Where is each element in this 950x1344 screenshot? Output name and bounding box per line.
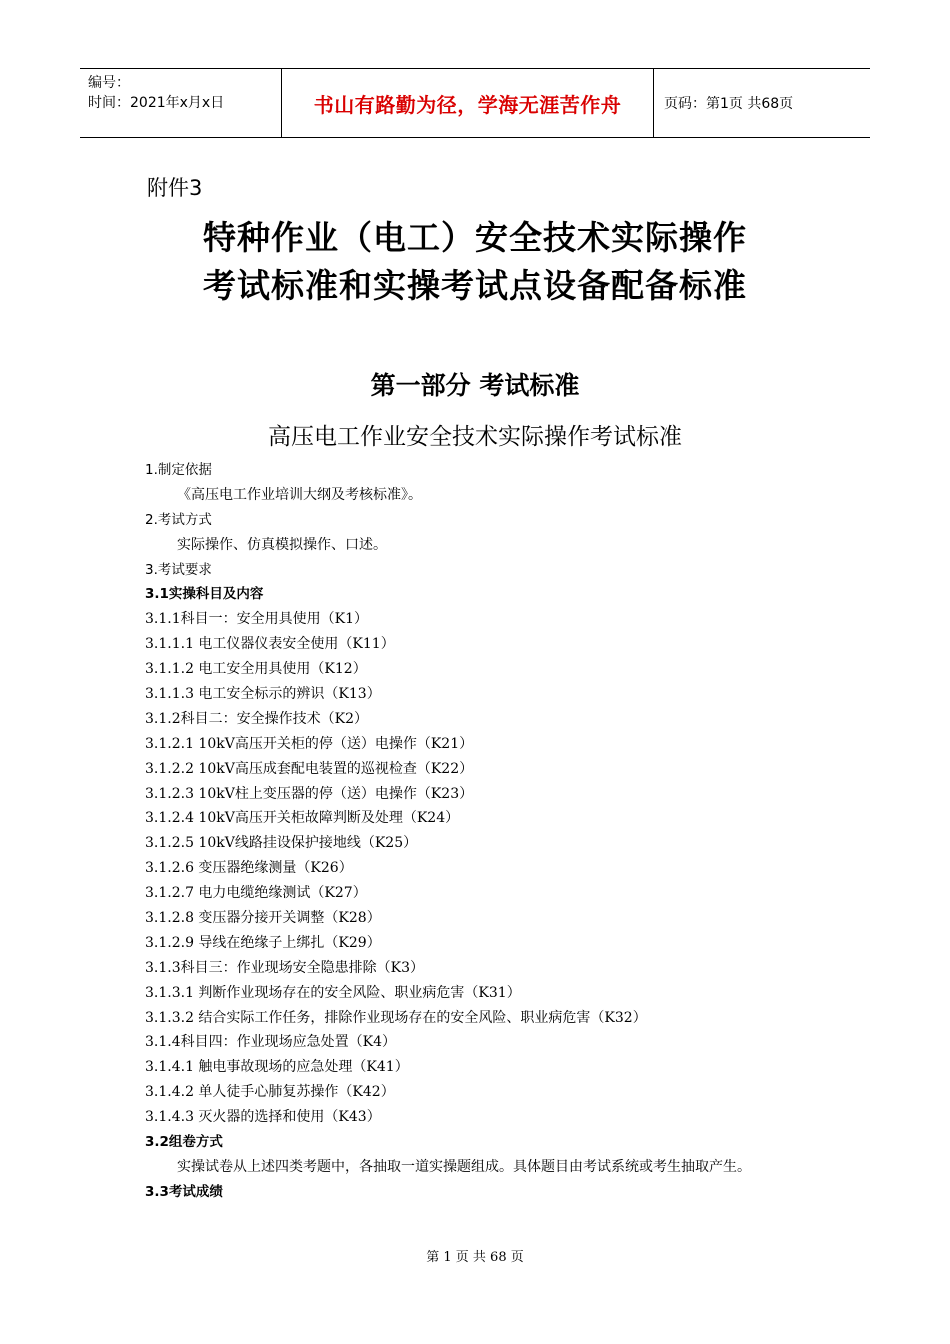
- body-line: 3.1.4科目四：作业现场应急处置（K4）: [145, 1034, 396, 1051]
- body-line: 3.1.4.3 灭火器的选择和使用（K43）: [145, 1109, 381, 1126]
- body-line: 3.1.3科目三：作业现场安全隐患排除（K3）: [145, 959, 424, 976]
- header-motto-cell: [282, 69, 654, 137]
- section-heading: 3.考试要求: [145, 561, 212, 578]
- body-line: 《高压电工作业培训大纲及考核标准》。: [177, 486, 422, 503]
- body-line: 3.1.2.3 10kV柱上变压器的停（送）电操作（K23）: [145, 785, 474, 802]
- body-line: 3.1.2.9 导线在绝缘子上绑扎（K29）: [145, 934, 381, 951]
- attachment-label: 附件3: [147, 176, 203, 200]
- body-line: 3.1.3.1 判断作业现场存在的安全风险、职业病危害（K31）: [145, 984, 521, 1001]
- body-line: 3.1.2.1 10kV高压开关柜的停（送）电操作（K21）: [145, 735, 474, 752]
- body-line: 3.1.4.2 单人徒手心肺复苏操作（K42）: [145, 1084, 395, 1101]
- header-time-label: 时间：2021年x月x日: [88, 95, 225, 111]
- body-line: 3.1.2科目二：安全操作技术（K2）: [145, 710, 368, 727]
- document-title-line-1: 特种作业（电工）安全技术实际操作: [203, 218, 747, 257]
- header-meta-cell: [80, 69, 282, 137]
- section-heading: 1.制定依据: [145, 462, 212, 478]
- body-line: 3.1.2.8 变压器分接开关调整（K28）: [145, 910, 381, 927]
- body-line: 3.1.2.2 10kV高压成套配电装置的巡视检查（K22）: [145, 760, 474, 777]
- body-line: 3.1.1科目一：安全用具使用（K1）: [145, 611, 368, 628]
- body-line: 3.1.2.7 电力电缆绝缘测试（K27）: [145, 885, 367, 902]
- body-line: 实际操作、仿真模拟操作、口述。: [177, 536, 387, 553]
- body-line: 3.1.2.5 10kV线路挂设保护接地线（K25）: [145, 835, 418, 852]
- section-heading: 3.1实操科目及内容: [145, 586, 264, 603]
- section-heading: 2.考试方式: [145, 511, 212, 528]
- section-subtitle: 高压电工作业安全技术实际操作考试标准: [268, 424, 682, 450]
- section-heading: 3.3考试成绩: [145, 1183, 223, 1200]
- header-page-info: 页码：第1页 共68页: [664, 96, 794, 112]
- section-heading: 3.2组卷方式: [145, 1134, 223, 1151]
- header-page-cell: [654, 69, 870, 137]
- document-title-line-2: 考试标准和实操考试点设备配备标准: [203, 266, 747, 305]
- header-number-label: 编号：: [88, 75, 130, 91]
- body-line: 3.1.1.1 电工仪器仪表安全使用（K11）: [145, 636, 395, 653]
- page-footer: 第 1 页 共 68 页: [426, 1250, 524, 1265]
- body-line: 3.1.3.2 结合实际工作任务，排除作业现场存在的安全风险、职业病危害（K32）: [145, 1009, 647, 1026]
- document-body: [145, 458, 825, 1205]
- body-line: 3.1.4.1 触电事故现场的应急处理（K41）: [145, 1059, 409, 1076]
- page-header-table: [80, 68, 870, 138]
- body-line: 3.1.2.4 10kV高压开关柜故障判断及处理（K24）: [145, 810, 460, 827]
- body-line: 3.1.1.2 电工安全用具使用（K12）: [145, 661, 367, 678]
- body-line: 3.1.2.6 变压器绝缘测量（K26）: [145, 860, 353, 877]
- body-line: 3.1.1.3 电工安全标示的辨识（K13）: [145, 686, 381, 703]
- header-motto: 书山有路勤为径，学海无涯苦作舟: [313, 92, 622, 117]
- body-line: 实操试卷从上述四类考题中，各抽取一道实操题组成。具体题目由考试系统或考生抽取产生。: [177, 1158, 751, 1175]
- part-heading: 第一部分 考试标准: [370, 371, 580, 400]
